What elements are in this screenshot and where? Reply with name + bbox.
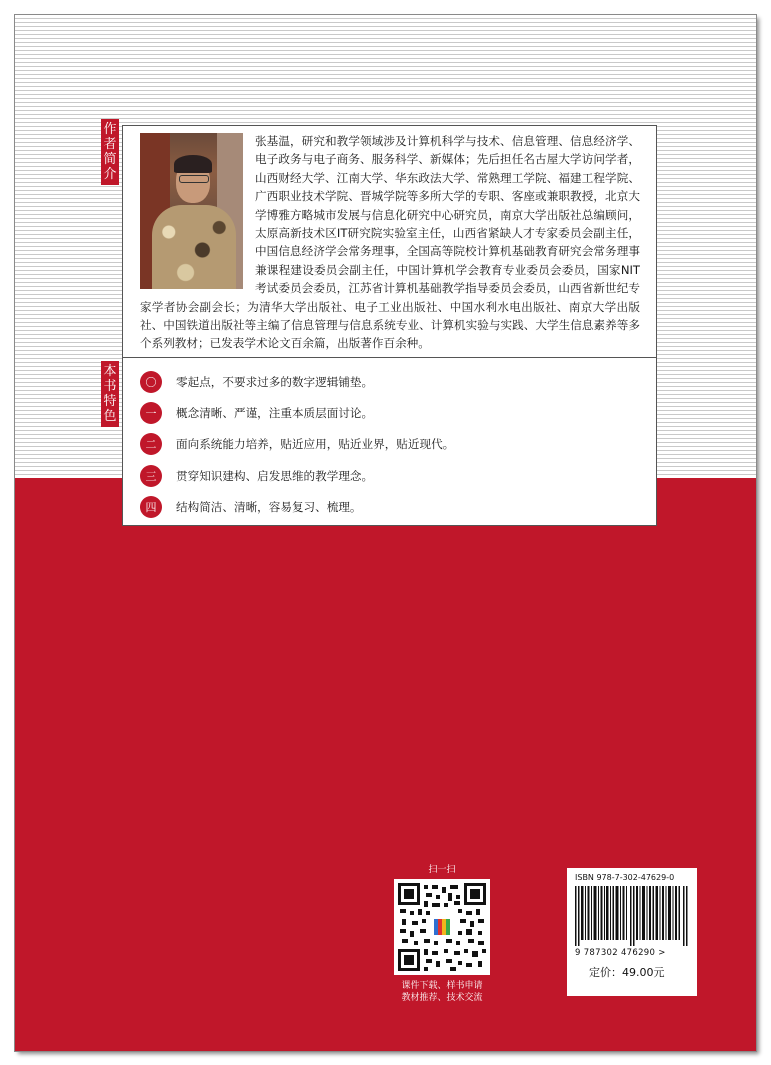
author-bio: [140, 132, 640, 353]
book-features-tab: [101, 361, 119, 427]
features-tab-char: 色: [103, 409, 117, 424]
author-intro-tab: [101, 119, 119, 185]
barcode-icon: [575, 886, 689, 946]
author-bio-text: 张基温，研究和教学领域涉及计算机科学与技术、信息管理、信息经济学、电子政务与电子商务、服务科学、新媒体；先后担任名古屋大学访问学者，山西财经大学、江南大学、华东政法大学、常熟理工学院、福建工程学院、广西职业技术学院、晋城学院等多所大学的专职、客座或兼职教授，北京大学博雅方略城市发展与信息化研究中心研究员，南京大学出版社总编顾问，太原高新技术区IT研究院实验室主任，山西省紧缺人才专家委员会副主任，中国信息经济学会常务理事，全国高等院校计算机基础教育研究会常务理事兼课程建设委员会副主任，中国计算机学会教育专业委员会委员，国家NIT考试委员会委员，江苏省计算机基础教学指导委员会委员，山西省新世纪专家学者协会副会长；为清华大学出版社、电子工业出版社、中国水利水电出版社、南京大学出版社、中国铁道出版社等主编了信息管理与信息系统专业、计算机实验与实践、大学生信息素养等多个系列教材；已发表学术论文百余篇，出版著作百余种。: [140, 134, 640, 351]
book-back-cover: [15, 15, 756, 1051]
features-tab-char: 特: [103, 394, 117, 409]
book-features-box: [122, 357, 657, 526]
qr-label: 扫一扫: [428, 865, 456, 875]
feature-text: 面向系统能力培养，贴近应用，贴近业界，贴近现代。: [176, 437, 455, 451]
author-tab-char: 作: [103, 122, 117, 137]
qr-section: [390, 863, 494, 1004]
feature-item: [140, 465, 373, 487]
author-tab-char: 简: [103, 152, 117, 167]
feature-number-badge: 四: [140, 496, 162, 518]
author-intro-box: [122, 125, 657, 359]
feature-item: [140, 371, 373, 393]
feature-number-badge: 一: [140, 402, 162, 424]
features-tab-char: 书: [103, 379, 117, 394]
qr-caption-line: 教材推荐、技术交流: [401, 993, 483, 1003]
feature-text: 贯穿知识建构、启发思维的教学理念。: [176, 469, 374, 483]
qr-caption: [390, 980, 494, 1004]
qr-code-graphic: [398, 883, 486, 971]
feature-text: 零起点，不要求过多的数字逻辑铺垫。: [176, 375, 374, 389]
feature-number-badge: 〇: [140, 371, 162, 393]
features-tab-char: 本: [103, 364, 117, 379]
author-tab-char: 介: [103, 167, 117, 182]
feature-number-badge: 三: [140, 465, 162, 487]
price-label: 定价：49.00元: [589, 966, 665, 979]
barcode-digits: 9 787302 476290 >: [575, 948, 666, 958]
feature-text: 概念清晰、严谨，注重本质层面讨论。: [176, 406, 374, 420]
isbn-text: ISBN 978-7-302-47629-0: [575, 873, 675, 882]
author-tab-char: 者: [103, 137, 117, 152]
barcode-box: [567, 868, 697, 996]
feature-number-badge: 二: [140, 433, 162, 455]
feature-text: 结构简洁、清晰，容易复习、梳理。: [176, 500, 362, 514]
qr-code-icon[interactable]: [394, 879, 490, 975]
feature-item: [140, 402, 373, 424]
qr-caption-line: 课件下载、样书申请: [401, 981, 483, 991]
feature-item: [140, 496, 362, 518]
feature-item: [140, 433, 454, 455]
